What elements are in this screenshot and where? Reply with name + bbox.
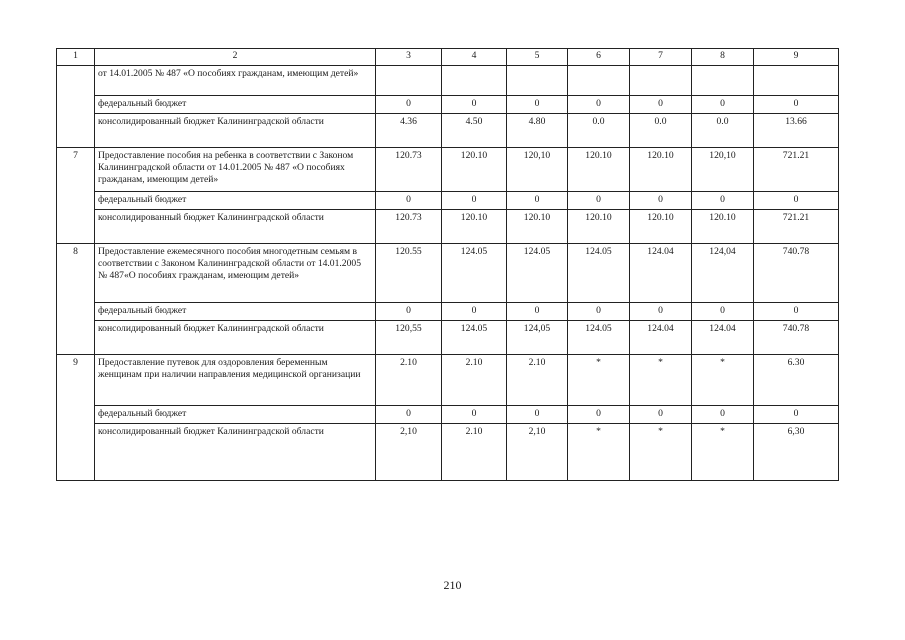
table-row [57,96,839,114]
value-cell: 0.0 [692,114,754,148]
row-index: 8 [57,244,95,355]
table-row [57,66,839,96]
value-cell: * [568,355,630,406]
row-description: федеральный бюджет [95,96,376,114]
header-cell: 8 [692,49,754,66]
row-index: 7 [57,148,95,244]
value-cell: 740.78 [754,321,839,355]
document-sheet [56,48,838,481]
value-cell: 0 [754,192,839,210]
value-cell: 120,55 [376,321,442,355]
value-cell: 124.04 [630,244,692,303]
value-cell: 0 [507,96,568,114]
value-cell: 740.78 [754,244,839,303]
table-row [57,210,839,244]
value-cell: 0 [376,96,442,114]
value-cell: 2.10 [376,355,442,406]
header-cell: 2 [95,49,376,66]
value-cell: 0 [630,406,692,424]
row-description: консолидированный бюджет Калининградской области [95,114,376,148]
value-cell: 0 [442,192,507,210]
value-cell: 0 [376,303,442,321]
value-cell: 0 [568,406,630,424]
value-cell: 0 [630,192,692,210]
row-description: Предоставление путевок для оздоровления беременным женщинам при наличии направления медицинской организации [95,355,376,406]
row-index: 9 [57,355,95,481]
header-cell: 9 [754,49,839,66]
value-cell: 0.0 [568,114,630,148]
value-cell: 124.04 [692,321,754,355]
value-cell: 2.10 [442,424,507,481]
value-cell: 0 [442,96,507,114]
value-cell: 0 [692,406,754,424]
value-cell [442,66,507,96]
value-cell: 0 [630,96,692,114]
value-cell: 0 [568,192,630,210]
table-row [57,192,839,210]
header-cell: 7 [630,49,692,66]
value-cell: 4.36 [376,114,442,148]
value-cell: 721.21 [754,210,839,244]
value-cell: 120.10 [692,210,754,244]
value-cell: 120.10 [507,210,568,244]
header-cell: 1 [57,49,95,66]
header-cell: 5 [507,49,568,66]
value-cell: 0.0 [630,114,692,148]
value-cell: 0 [754,406,839,424]
header-cell: 6 [568,49,630,66]
value-cell: 0 [507,406,568,424]
value-cell: 0 [692,96,754,114]
value-cell: 124.04 [630,321,692,355]
value-cell: 2,10 [507,424,568,481]
value-cell: 120.10 [630,148,692,192]
value-cell: 0 [376,406,442,424]
value-cell: 6.30 [754,355,839,406]
value-cell: 120.10 [630,210,692,244]
row-index [57,66,95,148]
row-description: от 14.01.2005 № 487 «О пособиях гражданам, имеющим детей» [95,66,376,96]
value-cell [376,66,442,96]
value-cell: 13.66 [754,114,839,148]
value-cell: * [630,424,692,481]
table-row [57,424,839,481]
value-cell [568,66,630,96]
value-cell: 120.10 [442,148,507,192]
value-cell: 0 [692,192,754,210]
table-row [57,321,839,355]
page-number: 210 [443,578,462,592]
value-cell [692,66,754,96]
table-row [57,244,839,303]
table-row [57,114,839,148]
value-cell: 0 [507,192,568,210]
value-cell: 120,10 [507,148,568,192]
value-cell: 120.10 [568,210,630,244]
value-cell: 0 [568,303,630,321]
value-cell: 120.73 [376,148,442,192]
value-cell: 0 [692,303,754,321]
value-cell: 0 [376,192,442,210]
row-description: консолидированный бюджет Калининградской области [95,321,376,355]
value-cell: * [630,355,692,406]
value-cell: 2,10 [376,424,442,481]
row-description: федеральный бюджет [95,303,376,321]
row-description: Предоставление ежемесячного пособия многодетным семьям в соответствии с Законом Калининградской области от 14.01.2005 № 487«О пособиях гражданам, имеющим детей» [95,244,376,303]
value-cell: 0 [568,96,630,114]
table-row [57,148,839,192]
value-cell: 120.10 [568,148,630,192]
row-description: консолидированный бюджет Калининградской области [95,424,376,481]
table-row [57,355,839,406]
table-row [57,303,839,321]
header-row [57,49,839,66]
value-cell: 0 [507,303,568,321]
value-cell: 120,10 [692,148,754,192]
value-cell: 120.10 [442,210,507,244]
value-cell: 2.10 [442,355,507,406]
value-cell: 124,04 [692,244,754,303]
row-description: Предоставление пособия на ребенка в соответствии с Законом Калининградской области от 14.01.2005 № 487 «О пособиях гражданам, имеющим детей» [95,148,376,192]
value-cell [507,66,568,96]
value-cell: 124,05 [507,321,568,355]
value-cell: 124.05 [568,244,630,303]
value-cell: 124.05 [442,244,507,303]
budget-table [56,48,839,481]
header-cell: 3 [376,49,442,66]
value-cell [630,66,692,96]
value-cell: 124.05 [568,321,630,355]
value-cell: 0 [442,406,507,424]
value-cell: * [568,424,630,481]
value-cell: 721.21 [754,148,839,192]
value-cell: * [692,424,754,481]
value-cell: 0 [630,303,692,321]
table-row [57,406,839,424]
row-description: федеральный бюджет [95,192,376,210]
value-cell: 4.50 [442,114,507,148]
value-cell: * [692,355,754,406]
value-cell: 124.05 [507,244,568,303]
value-cell: 124.05 [442,321,507,355]
value-cell [754,66,839,96]
value-cell: 4.80 [507,114,568,148]
row-description: федеральный бюджет [95,406,376,424]
value-cell: 2.10 [507,355,568,406]
value-cell: 0 [754,96,839,114]
header-cell: 4 [442,49,507,66]
row-description: консолидированный бюджет Калининградской области [95,210,376,244]
value-cell: 0 [754,303,839,321]
value-cell: 0 [442,303,507,321]
value-cell: 120.73 [376,210,442,244]
value-cell: 120.55 [376,244,442,303]
value-cell: 6,30 [754,424,839,481]
